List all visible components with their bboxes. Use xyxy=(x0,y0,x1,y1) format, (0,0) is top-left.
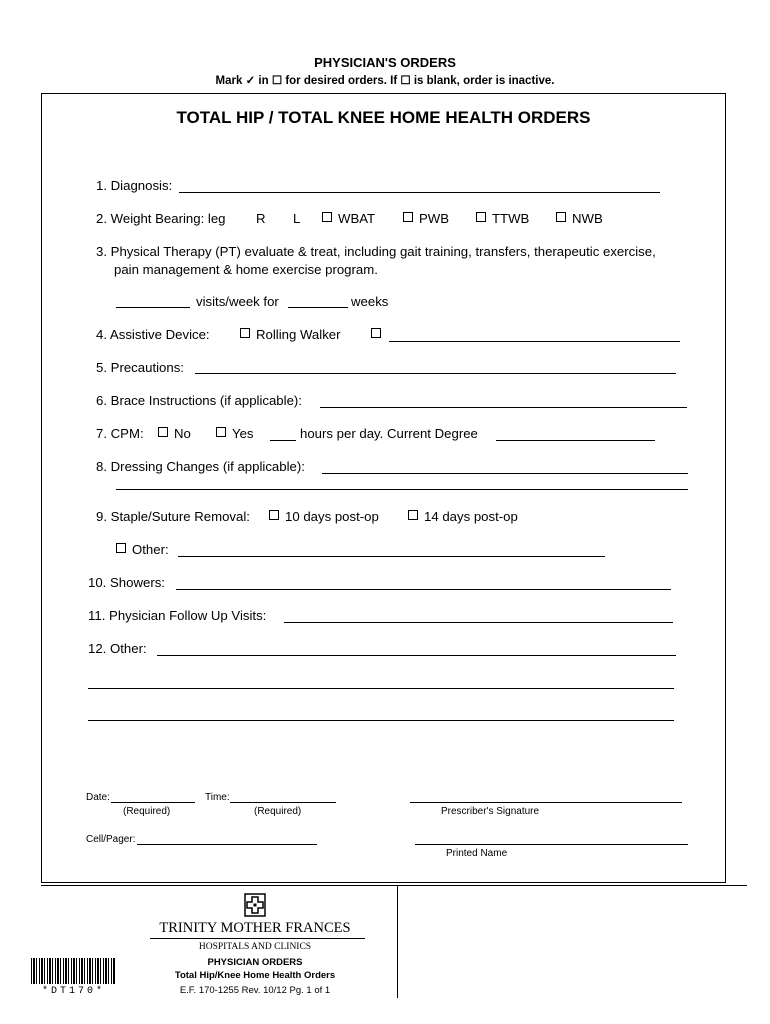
form-title: TOTAL HIP / TOTAL KNEE HOME HEALTH ORDERS xyxy=(176,108,591,127)
time-field[interactable] xyxy=(230,802,336,803)
checkbox-icon xyxy=(403,212,413,222)
other-field-line2[interactable] xyxy=(88,688,674,689)
visits-per-week-field[interactable] xyxy=(116,307,190,308)
prescriber-signature-field[interactable] xyxy=(410,802,682,803)
weeks-label: weeks xyxy=(351,294,389,309)
footer-doc-subtitle: Total Hip/Knee Home Health Orders xyxy=(174,970,336,981)
barcode-text: *DT170* xyxy=(41,986,105,997)
showers-field[interactable] xyxy=(176,589,671,590)
checkbox-icon xyxy=(476,212,486,222)
hours-per-day-label: hours per day. Current Degree xyxy=(300,426,478,441)
footer-doc-title: PHYSICIAN ORDERS xyxy=(207,957,303,968)
prescriber-signature-label: Prescriber's Signature xyxy=(441,806,540,817)
checkbox-icon xyxy=(116,543,126,553)
other-field-line3[interactable] xyxy=(88,720,674,721)
assistive-other-field[interactable] xyxy=(389,341,680,342)
cell-pager-label: Cell/Pager: xyxy=(86,834,136,845)
checkbox-icon xyxy=(322,212,332,222)
document-header-title: PHYSICIAN'S ORDERS xyxy=(314,55,456,70)
visits-week-for-label: visits/week for xyxy=(196,294,279,309)
current-degree-field[interactable] xyxy=(496,440,655,441)
showers-label: 10. Showers: xyxy=(88,575,165,590)
weight-bearing-label: 2. Weight Bearing: leg xyxy=(96,211,226,226)
diagnosis-label: 1. Diagnosis: xyxy=(96,178,173,193)
printed-name-field[interactable] xyxy=(415,844,688,845)
wb-right-option[interactable]: R xyxy=(256,211,266,226)
brace-field[interactable] xyxy=(320,407,687,408)
diagnosis-field[interactable] xyxy=(179,192,660,193)
staple-other-checkbox[interactable]: Other: xyxy=(116,542,169,557)
wb-nwb-checkbox[interactable]: NWB xyxy=(556,211,603,226)
cpm-label: 7. CPM: xyxy=(96,426,144,441)
cpm-hours-field[interactable] xyxy=(270,440,296,441)
document-instruction: Mark ✓ in ☐ for desired orders. If ☐ is blank, order is inactive. xyxy=(215,75,555,87)
dressing-field[interactable] xyxy=(322,473,688,474)
dressing-field-line2[interactable] xyxy=(116,489,688,490)
organization-name: TRINITY MOTHER FRANCES xyxy=(159,920,351,936)
cell-pager-field[interactable] xyxy=(137,844,317,845)
days10-checkbox[interactable]: 10 days post-op xyxy=(269,509,379,524)
wb-pwb-checkbox[interactable]: PWB xyxy=(403,211,449,226)
time-required-note: (Required) xyxy=(254,806,302,817)
staple-removal-label: 9. Staple/Suture Removal: xyxy=(96,509,250,524)
checkbox-icon xyxy=(556,212,566,222)
organization-subtitle: HOSPITALS AND CLINICS xyxy=(198,942,312,952)
brace-label: 6. Brace Instructions (if applicable): xyxy=(96,393,302,408)
cpm-yes-checkbox[interactable]: Yes xyxy=(216,426,254,441)
followup-label: 11. Physician Follow Up Visits: xyxy=(88,608,267,623)
hospital-cross-logo-icon xyxy=(244,893,266,917)
checkbox-icon xyxy=(240,328,250,338)
barcode-icon xyxy=(31,958,116,984)
date-field[interactable] xyxy=(111,802,195,803)
pt-text-line2: pain management & home exercise program. xyxy=(114,262,378,277)
time-label: Time: xyxy=(205,792,230,803)
footer-divider xyxy=(41,885,747,886)
cpm-no-checkbox[interactable]: No xyxy=(158,426,191,441)
weeks-field[interactable] xyxy=(288,307,348,308)
other-field[interactable] xyxy=(157,655,676,656)
other-label: 12. Other: xyxy=(88,641,147,656)
wb-ttwb-checkbox[interactable]: TTWB xyxy=(476,211,529,226)
wb-wbat-checkbox[interactable]: WBAT xyxy=(322,211,375,226)
assistive-other-checkbox[interactable] xyxy=(371,327,387,342)
printed-name-label: Printed Name xyxy=(446,848,508,859)
days14-checkbox[interactable]: 14 days post-op xyxy=(408,509,518,524)
organization-underline xyxy=(150,938,365,939)
checkbox-icon xyxy=(408,510,418,520)
checkbox-icon xyxy=(158,427,168,437)
rolling-walker-checkbox[interactable]: Rolling Walker xyxy=(240,327,341,342)
footer-doc-number: E.F. 170-1255 Rev. 10/12 Pg. 1 of 1 xyxy=(179,985,331,996)
wb-left-option[interactable]: L xyxy=(293,211,301,226)
checkbox-icon xyxy=(371,328,381,338)
pt-text-line1: 3. Physical Therapy (PT) evaluate & treat, including gait training, transfers, therapeutic exercise, xyxy=(96,244,656,259)
dressing-label: 8. Dressing Changes (if applicable): xyxy=(96,459,305,474)
precautions-field[interactable] xyxy=(195,373,676,374)
precautions-label: 5. Precautions: xyxy=(96,360,184,375)
footer-vertical-divider xyxy=(397,886,398,998)
staple-other-field[interactable] xyxy=(178,556,605,557)
checkbox-icon xyxy=(269,510,279,520)
followup-field[interactable] xyxy=(284,622,673,623)
date-required-note: (Required) xyxy=(123,806,171,817)
date-label: Date: xyxy=(86,792,110,803)
checkbox-icon xyxy=(216,427,226,437)
assistive-device-label: 4. Assistive Device: xyxy=(96,327,210,342)
